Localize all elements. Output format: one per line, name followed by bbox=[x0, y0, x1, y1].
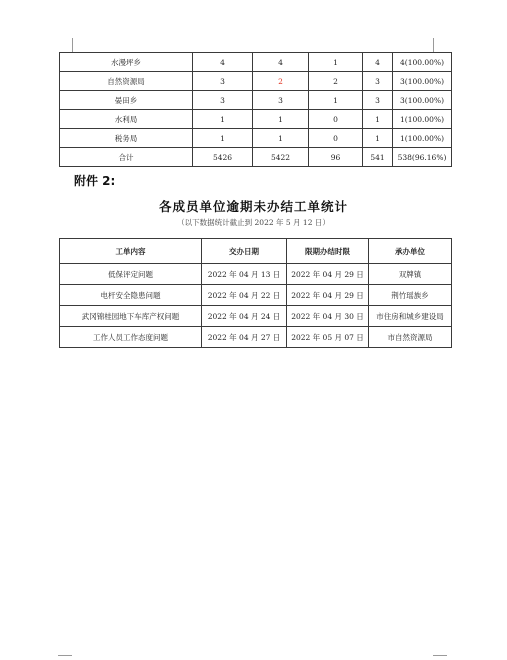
value-cell: 1 bbox=[193, 110, 253, 129]
assigned-date-cell: 2022 年 04 月 27 日 bbox=[202, 327, 287, 348]
handler-unit-cell: 双牌镇 bbox=[369, 264, 452, 285]
table-row bbox=[60, 72, 452, 91]
assigned-date-cell: 2022 年 04 月 24 日 bbox=[202, 306, 287, 327]
value-cell: 1 bbox=[363, 129, 393, 148]
value-cell: 1 bbox=[363, 110, 393, 129]
table-row bbox=[60, 129, 452, 148]
value-cell: 96 bbox=[309, 148, 363, 167]
value-cell: 1 bbox=[193, 129, 253, 148]
assigned-date-cell: 2022 年 04 月 22 日 bbox=[202, 285, 287, 306]
value-cell: 3 bbox=[253, 91, 309, 110]
value-cell: 4 bbox=[253, 53, 309, 72]
rate-cell: 3(100.00%) bbox=[393, 72, 452, 91]
attachment-label: 附件 2: bbox=[74, 174, 116, 188]
crop-mark-top-left bbox=[72, 38, 73, 52]
handler-unit-cell: 荆竹瑶族乡 bbox=[369, 285, 452, 306]
column-header: 限期办结时限 bbox=[287, 239, 369, 264]
total-row bbox=[60, 148, 452, 167]
column-header: 承办单位 bbox=[369, 239, 452, 264]
ticket-content-cell: 电杆安全隐患问题 bbox=[60, 285, 202, 306]
handler-unit-cell: 市自然资源局 bbox=[369, 327, 452, 348]
overdue-tickets-table bbox=[59, 238, 452, 348]
value-cell: 0 bbox=[309, 110, 363, 129]
table-row bbox=[60, 264, 452, 285]
table-row bbox=[60, 91, 452, 110]
unit-cell: 税务局 bbox=[60, 129, 193, 148]
deadline-cell: 2022 年 04 月 29 日 bbox=[287, 285, 369, 306]
unit-cell: 合计 bbox=[60, 148, 193, 167]
table-row bbox=[60, 110, 452, 129]
value-cell: 3 bbox=[363, 72, 393, 91]
assigned-date-cell: 2022 年 04 月 13 日 bbox=[202, 264, 287, 285]
table-row bbox=[60, 327, 452, 348]
deadline-cell: 2022 年 04 月 29 日 bbox=[287, 264, 369, 285]
table-row bbox=[60, 53, 452, 72]
crop-mark-top-right bbox=[433, 38, 434, 52]
section-subtitle: （以下数据统计截止到 2022 年 5 月 12 日） bbox=[177, 218, 330, 227]
value-cell: 2 bbox=[309, 72, 363, 91]
section-title: 各成员单位逾期未办结工单统计 bbox=[158, 199, 348, 214]
column-header: 交办日期 bbox=[202, 239, 287, 264]
rate-cell: 1(100.00%) bbox=[393, 129, 452, 148]
value-cell: 4 bbox=[363, 53, 393, 72]
crop-mark-bottom-right bbox=[433, 655, 447, 656]
handler-unit-cell: 市住房和城乡建设局 bbox=[369, 306, 452, 327]
unit-cell: 水漫坪乡 bbox=[60, 53, 193, 72]
deadline-cell: 2022 年 04 月 30 日 bbox=[287, 306, 369, 327]
value-cell: 5422 bbox=[253, 148, 309, 167]
value-cell: 4 bbox=[193, 53, 253, 72]
crop-mark-bottom-left bbox=[58, 655, 72, 656]
value-cell: 1 bbox=[309, 53, 363, 72]
unit-cell: 晏田乡 bbox=[60, 91, 193, 110]
rate-cell: 538(96.16%) bbox=[393, 148, 452, 167]
ticket-content-cell: 工作人员工作态度问题 bbox=[60, 327, 202, 348]
value-cell-highlighted: 2 bbox=[253, 72, 309, 91]
table-header-row bbox=[60, 239, 452, 264]
value-cell: 1 bbox=[309, 91, 363, 110]
value-cell: 3 bbox=[363, 91, 393, 110]
unit-cell: 水利局 bbox=[60, 110, 193, 129]
table-row bbox=[60, 285, 452, 306]
rate-cell: 4(100.00%) bbox=[393, 53, 452, 72]
ticket-content-cell: 武冈锦桂园地下车库产权问题 bbox=[60, 306, 202, 327]
statistics-table bbox=[59, 52, 452, 167]
value-cell: 541 bbox=[363, 148, 393, 167]
table-row bbox=[60, 306, 452, 327]
column-header: 工单内容 bbox=[60, 239, 202, 264]
value-cell: 3 bbox=[193, 91, 253, 110]
value-cell: 5426 bbox=[193, 148, 253, 167]
value-cell: 3 bbox=[193, 72, 253, 91]
rate-cell: 1(100.00%) bbox=[393, 110, 452, 129]
deadline-cell: 2022 年 05 月 07 日 bbox=[287, 327, 369, 348]
value-cell: 1 bbox=[253, 129, 309, 148]
value-cell: 0 bbox=[309, 129, 363, 148]
unit-cell: 自然资源局 bbox=[60, 72, 193, 91]
value-cell: 1 bbox=[253, 110, 309, 129]
rate-cell: 3(100.00%) bbox=[393, 91, 452, 110]
ticket-content-cell: 低保评定问题 bbox=[60, 264, 202, 285]
